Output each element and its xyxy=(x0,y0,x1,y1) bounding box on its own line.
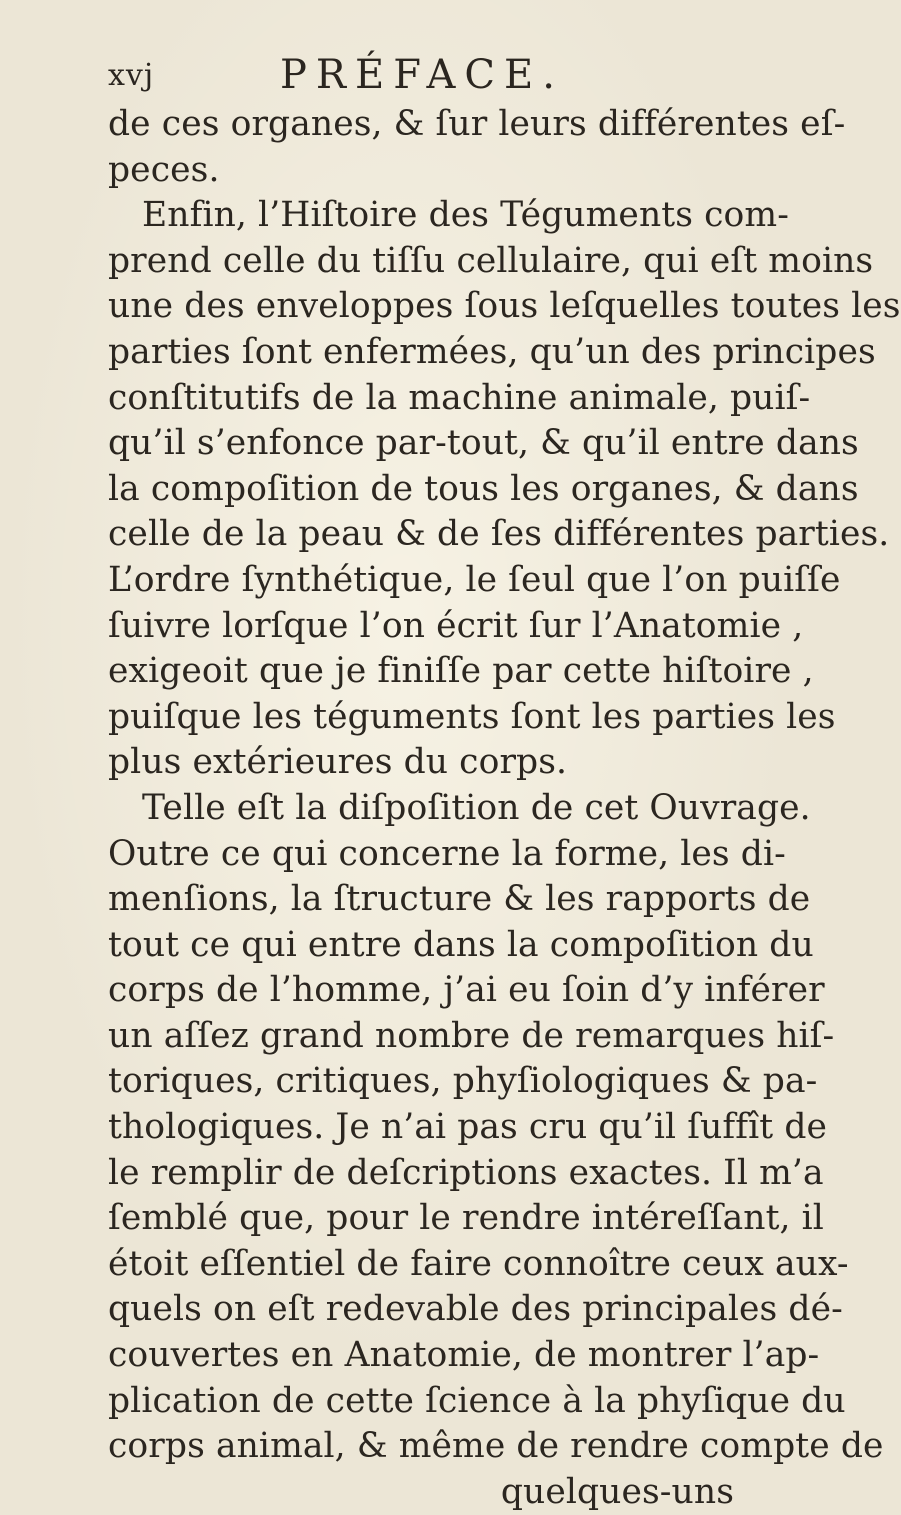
text-line: toriques, critiques, phyſiologiques & pa- xyxy=(108,1061,818,1102)
text-line: prend celle du tiſſu cellulaire, qui eſt moins xyxy=(108,240,874,281)
text-line: corps animal, & même de rendre compte de xyxy=(108,1426,884,1467)
text-line: corps de l’homme, j’ai eu ſoin d’y inférer xyxy=(108,970,825,1011)
text-line: menſions, la ſtructure & les rapports de xyxy=(108,879,811,920)
text-line: plus extérieures du corps. xyxy=(108,742,568,783)
text-line: celle de la peau & de ſes différentes parties. xyxy=(108,514,890,555)
text-line: tout ce qui entre dans la compoſition du xyxy=(108,924,814,965)
paragraph-start-line: Enfin, l’Hiſtoire des Téguments com- xyxy=(142,195,789,236)
text-line: Outre ce qui concerne la forme, les di- xyxy=(108,833,786,874)
text-line: couvertes en Anatomie, de montrer l’ap- xyxy=(108,1335,820,1376)
text-line: peces. xyxy=(108,149,220,190)
text-line: ſemblé que, pour le rendre intéreſſant, il xyxy=(108,1198,824,1239)
text-line: L’ordre ſynthétique, le ſeul que l’on puiſſe xyxy=(108,559,841,600)
text-line: quels on eſt redevable des principales dé- xyxy=(108,1289,843,1330)
text-line: une des enveloppes ſous leſquelles toutes les xyxy=(108,286,901,327)
text-line: exigeoit que je finiſſe par cette hiſtoire , xyxy=(108,651,814,692)
text-line: parties ſont enfermées, qu’un des principes xyxy=(108,331,876,372)
body-text xyxy=(108,102,901,1515)
page-number: xvj xyxy=(108,58,155,93)
running-title: PRÉFACE. xyxy=(280,52,564,98)
text-line: puiſque les téguments ſont les parties les xyxy=(108,696,836,737)
text-line: thologiques. Je n’ai pas cru qu’il ſuffît de xyxy=(108,1107,828,1148)
text-line: qu’il s’enfonce par-tout, & qu’il entre dans xyxy=(108,423,859,464)
text-line: ſuivre lorſque l’on écrit ſur l’Anatomie , xyxy=(108,605,804,646)
text-line: le remplir de deſcriptions exactes. Il m’a xyxy=(108,1152,824,1193)
catchword: quelques-uns xyxy=(500,1471,734,1512)
paragraph-start-line: Telle eſt la diſpoſition de cet Ouvrage. xyxy=(142,787,811,828)
page-header xyxy=(108,52,668,98)
text-line: conſtitutifs de la machine animale, puiſ- xyxy=(108,377,811,418)
text-line: étoit eſſentiel de faire connoître ceux aux- xyxy=(108,1243,849,1284)
text-line: un aſſez grand nombre de remarques hiſ- xyxy=(108,1015,835,1056)
text-line: la compoſition de tous les organes, & dans xyxy=(108,468,859,509)
text-line: de ces organes, & ſur leurs différentes eſ- xyxy=(108,104,846,144)
text-line: plication de cette ſcience à la phyſique du xyxy=(108,1380,846,1421)
